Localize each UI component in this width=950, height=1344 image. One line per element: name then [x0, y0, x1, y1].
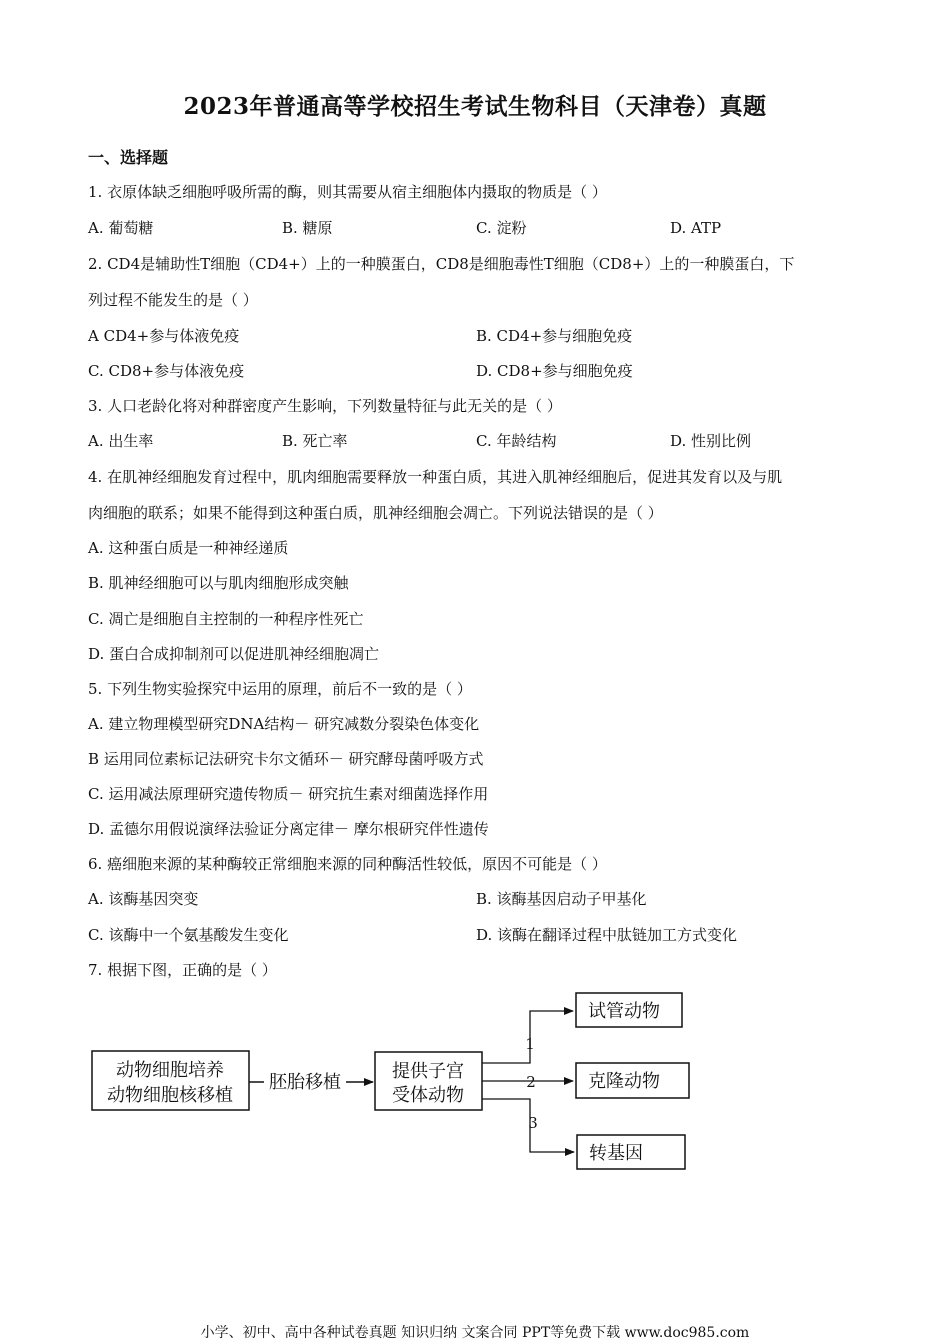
- arrow-label-embryo-transfer: 胚胎移植: [269, 1072, 341, 1093]
- q5-stem: 5. 下列生物实验探究中运用的原理，前后不一致的是（ ）: [88, 680, 472, 698]
- q1-option-d: D. ATP: [670, 219, 722, 237]
- q3-option-a: A. 出生率: [88, 432, 154, 450]
- box-transgenic-label: 转基因: [589, 1143, 643, 1164]
- box-cell-culture-line2: 动物细胞核移植: [107, 1085, 233, 1106]
- q2-option-d: D. CD8+参与细胞免疫: [476, 362, 633, 380]
- q4-stem-line2: 肉细胞的联系；如果不能得到这种蛋白质，肌神经细胞会凋亡。下列说法错误的是（ ）: [88, 504, 663, 522]
- q3-option-c: C. 年龄结构: [476, 432, 557, 450]
- q6-stem: 6. 癌细胞来源的某种酶较正常细胞来源的同种酶活性较低，原因不可能是（ ）: [88, 855, 607, 873]
- box-surrogate-line1: 提供子宫: [392, 1061, 464, 1082]
- page-title: 2023年普通高等学校招生考试生物科目（天津卷）真题: [183, 93, 767, 120]
- box-cell-culture-line1: 动物细胞培养: [116, 1060, 224, 1081]
- q5-option-c: C. 运用减法原理研究遗传物质－ 研究抗生素对细菌选择作用: [88, 785, 489, 803]
- q2-option-b: B. CD4+参与细胞免疫: [476, 327, 633, 345]
- q1-option-c: C. 淀粉: [476, 219, 527, 237]
- q7-stem: 7. 根据下图，正确的是（ ）: [88, 961, 277, 979]
- q2-stem-line2: 列过程不能发生的是（ ）: [88, 291, 258, 309]
- q4-option-c: C. 凋亡是细胞自主控制的一种程序性死亡: [88, 610, 364, 628]
- box-cloned-animal-label: 克隆动物: [588, 1071, 660, 1092]
- q6-option-d: D. 该酶在翻译过程中肽链加工方式变化: [476, 926, 738, 944]
- branch-number-1: 1: [525, 1035, 535, 1053]
- q4-stem-line1: 4. 在肌神经细胞发育过程中，肌肉细胞需要释放一种蛋白质，其进入肌神经细胞后，促进其发育以及与肌: [88, 468, 783, 486]
- section-heading: 一、选择题: [88, 148, 169, 167]
- q6-option-b: B. 该酶基因启动子甲基化: [476, 890, 647, 908]
- q2-option-a: A CD4+参与体液免疫: [88, 327, 240, 345]
- q1-option-b: B. 糖原: [282, 219, 333, 237]
- q1-stem: 1. 衣原体缺乏细胞呼吸所需的酶，则其需要从宿主细胞体内摄取的物质是（ ）: [88, 183, 607, 201]
- q4-option-d: D. 蛋白合成抑制剂可以促进肌神经细胞凋亡: [88, 645, 380, 663]
- branch-number-3: 3: [528, 1114, 538, 1132]
- q3-option-b: B. 死亡率: [282, 432, 348, 450]
- q5-option-b: B 运用同位素标记法研究卡尔文循环－ 研究酵母菌呼吸方式: [88, 750, 484, 768]
- q1-option-a: A. 葡萄糖: [88, 219, 154, 237]
- q3-stem: 3. 人口老龄化将对种群密度产生影响，下列数量特征与此无关的是（ ）: [88, 397, 562, 415]
- box-surrogate-line2: 受体动物: [392, 1085, 464, 1106]
- q2-option-c: C. CD8+参与体液免疫: [88, 362, 245, 380]
- q6-option-c: C. 该酶中一个氨基酸发生变化: [88, 926, 289, 944]
- q5-option-a: A. 建立物理模型研究DNA结构－ 研究减数分裂染色体变化: [88, 715, 480, 733]
- page-footer: 小学、初中、高中各种试卷真题 知识归纳 文案合同 PPT等免费下载 www.doc985.com: [200, 1325, 750, 1341]
- q4-option-b: B. 肌神经细胞可以与肌肉细胞形成突触: [88, 574, 349, 592]
- q2-stem-line1: 2. CD4是辅助性T细胞（CD4+）上的一种膜蛋白，CD8是细胞毒性T细胞（CD8+）上的一种膜蛋白，下: [88, 255, 795, 273]
- box-test-tube-animal-label: 试管动物: [588, 1001, 660, 1022]
- branch-number-2: 2: [526, 1073, 536, 1091]
- q3-option-d: D. 性别比例: [670, 432, 752, 450]
- q4-option-a: A. 这种蛋白质是一种神经递质: [88, 539, 289, 557]
- q5-option-d: D. 孟德尔用假说演绎法验证分离定律－ 摩尔根研究伴性遗传: [88, 820, 489, 838]
- q6-option-a: A. 该酶基因突变: [88, 890, 199, 908]
